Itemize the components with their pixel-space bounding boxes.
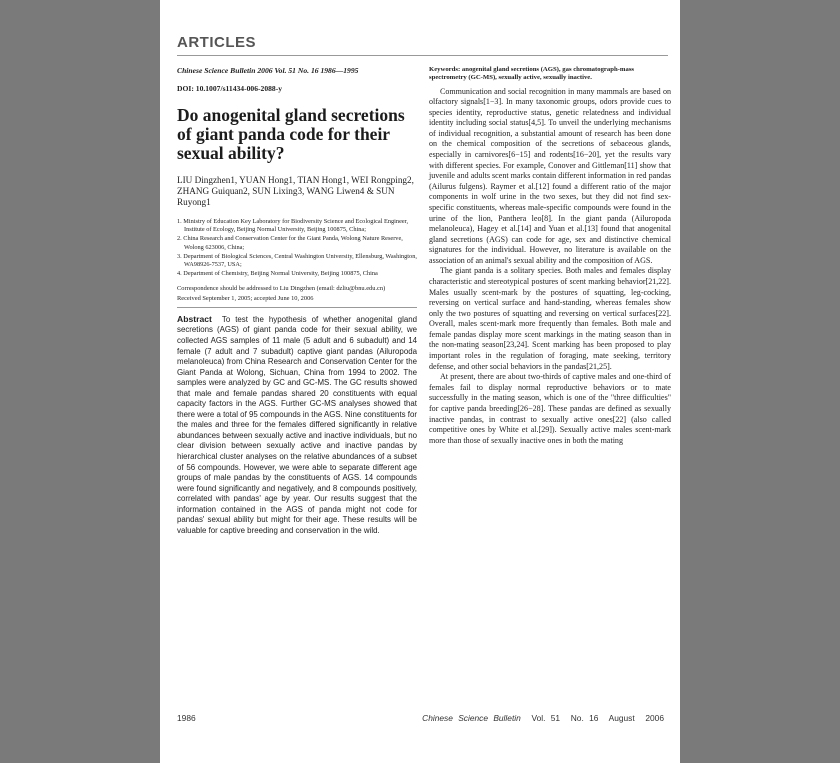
page-number: 1986 bbox=[177, 713, 196, 723]
section-label: ARTICLES bbox=[177, 34, 256, 51]
journal-citation: Chinese Science Bulletin 2006 Vol. 51 No. 16 1986—1995 bbox=[177, 66, 359, 75]
authors: LIU Dingzhen1, YUAN Hong1, TIAN Hong1, WEI Rongping2, ZHANG Guiquan2, SUN Lixing3, WANG Liwen4 & SUN Ruyong1 bbox=[177, 175, 414, 207]
left-column bbox=[177, 66, 417, 536]
right-column bbox=[429, 66, 671, 446]
affiliations bbox=[177, 218, 417, 278]
affiliation-item: 1. Ministry of Education Key Laboratory for Biodiversity Science and Ecological Engineer, Institute of Ecology, Beijing Normal University, Beijing 100875, China; bbox=[177, 218, 409, 234]
footer-year: 2006 bbox=[645, 713, 664, 723]
body-paragraph: Communication and social recognition in many mammals are based on olfactory signals[1−3]. In many taxonomic groups, odors provide cues to species identity, reproductive status, genetic relatedness and individual identity including social status[4,5]. To unveil the underlying mechanisms of individual recognition, a substantial amount of research has been done on the chemical composition of the secretions of sebaceous glands, especially in carnivores[6−15] and rodents[16−20], yet the results vary with different species. For example, Conover and Gittleman[11] show that juvenile and adults scent marks contain different information in red pandas (Ailurus fulgens). Raymer et al.[12] found a different ratio of the major components in wolf urine in the two sexes, but they did not find sex-specific constituents, whereas male-specific compounds were found in the urine of the lion, Panthera leo[8]. In the giant panda (Ailuropoda melanoleuca), Hagey et al.[14] and Yuan et al.[13] found that anogenital gland secretions (AGS) can code for age, sex and distinctive chemical signatures for the individual. However, no literature is available on the association of an animal's sexual ability and the composition of AGS. bbox=[429, 86, 671, 265]
body-paragraph: The giant panda is a solitary species. Both males and females display characteristic and stereotypical postures of scent marking behavior[21,22]. Males usually scent-mark by the postures of squatting, leg-cocking, reversing on vertical surface and hand-standing, whereas females show only the two postures of squatting and reversing on vertical surfaces[22]. Overall, males scent-mark more frequently than females. Both male and female pandas display more scent markings in the mating season than in the non-mating season[23,24]. Scent marking has been proposed to play important roles in the regulation of foraging, mate seeking, territory defense, and other social behaviors in the pandas[21,25]. bbox=[429, 266, 671, 371]
body-text bbox=[429, 87, 671, 447]
affiliation-item: 3. Department of Biological Sciences, Central Washington University, Ellensburg, Washington, WA98926-7537, USA; bbox=[177, 252, 417, 269]
footer-issue: No. 16 bbox=[570, 713, 599, 723]
article-page bbox=[160, 0, 680, 763]
body-paragraph: At present, there are about two-thirds of captive males and one-third of females fail to display normal reproductive behaviors or to mate successfully in the mating season, which is one of the "three difficulties" for captive panda breeding[26−28]. These pandas are defined as sexually inactive pandas, in contrast to sexually active ones[22] (also called competitive ones by White et al.[29]). Sexually active males scent-mark more than those of sexually inactive ones in both the mating bbox=[429, 372, 671, 445]
abstract-label: Abstract bbox=[177, 313, 212, 324]
received-date: Received September 1, 2005; accepted June 10, 2006 bbox=[177, 295, 417, 308]
abstract-text: To test the hypothesis of whether anogenital gland secretions (AGS) of giant panda code for their sexual ability, we collected AGS samples of 11 male (5 adult and 6 subadult) and 14 female (7 adult and 7 subadult) captive giant pandas (Ailuropoda melanoleuca) from China Research and Conservation Center for the Giant Panda at Wolong, Sichuan, China from 1994 to 2002. The samples were analyzed by GC and GC-MS. The GC results showed that male and female pandas shared 20 constituents with equal capacity factors in the AGS. Further GC-MS analyses showed that there were a total of 95 compounds in the AGS. Nine constituents for the males and three for the females differed significantly in relative abundances between sexually active and inactive individuals, but no clear division between sexually active and inactive pandas by hierarchical cluster analyses on the relative abundances of a subset of 56 compounds. However, we were able to separate different age groups of male pandas by the constituents of AGS. 14 compounds were found significantly and negatively, and 8 compounds positively, correlated with pandas' age by year. Our results suggest that the information contained in the AGS of panda might not code for pandas' sexual ability but might for their age. These results will be valuable for captive breeding and conservation in the wild. bbox=[177, 314, 417, 535]
header-rule bbox=[177, 55, 668, 56]
affiliation-item: 2. China Research and Conservation Center for the Giant Panda, Wolong Nature Reserve, Wolong 623006, China; bbox=[177, 235, 403, 251]
affiliation-item: 4. Department of Chemistry, Beijing Normal University, Beijing 100875, China bbox=[177, 270, 378, 278]
running-footer bbox=[422, 713, 664, 723]
abstract bbox=[177, 314, 417, 536]
footer-month: August bbox=[608, 713, 635, 723]
article-title: Do anogenital gland secretions of giant panda code for their sexual ability? bbox=[177, 105, 405, 163]
doi: DOI: 10.1007/s11434-006-2088-y bbox=[177, 84, 283, 93]
footer-journal: Chinese Science Bulletin bbox=[422, 713, 521, 723]
footer-volume: Vol. 51 bbox=[531, 713, 561, 723]
correspondence: Correspondence should be addressed to Liu Dingzhen (email: dzliu@bnu.edu.cn) bbox=[177, 284, 386, 292]
keywords: Keywords: anogenital gland secretions (AGS), gas chromatograph-mass spectrometry (GC-MS), sexually active, sexually inactive. bbox=[429, 66, 635, 82]
